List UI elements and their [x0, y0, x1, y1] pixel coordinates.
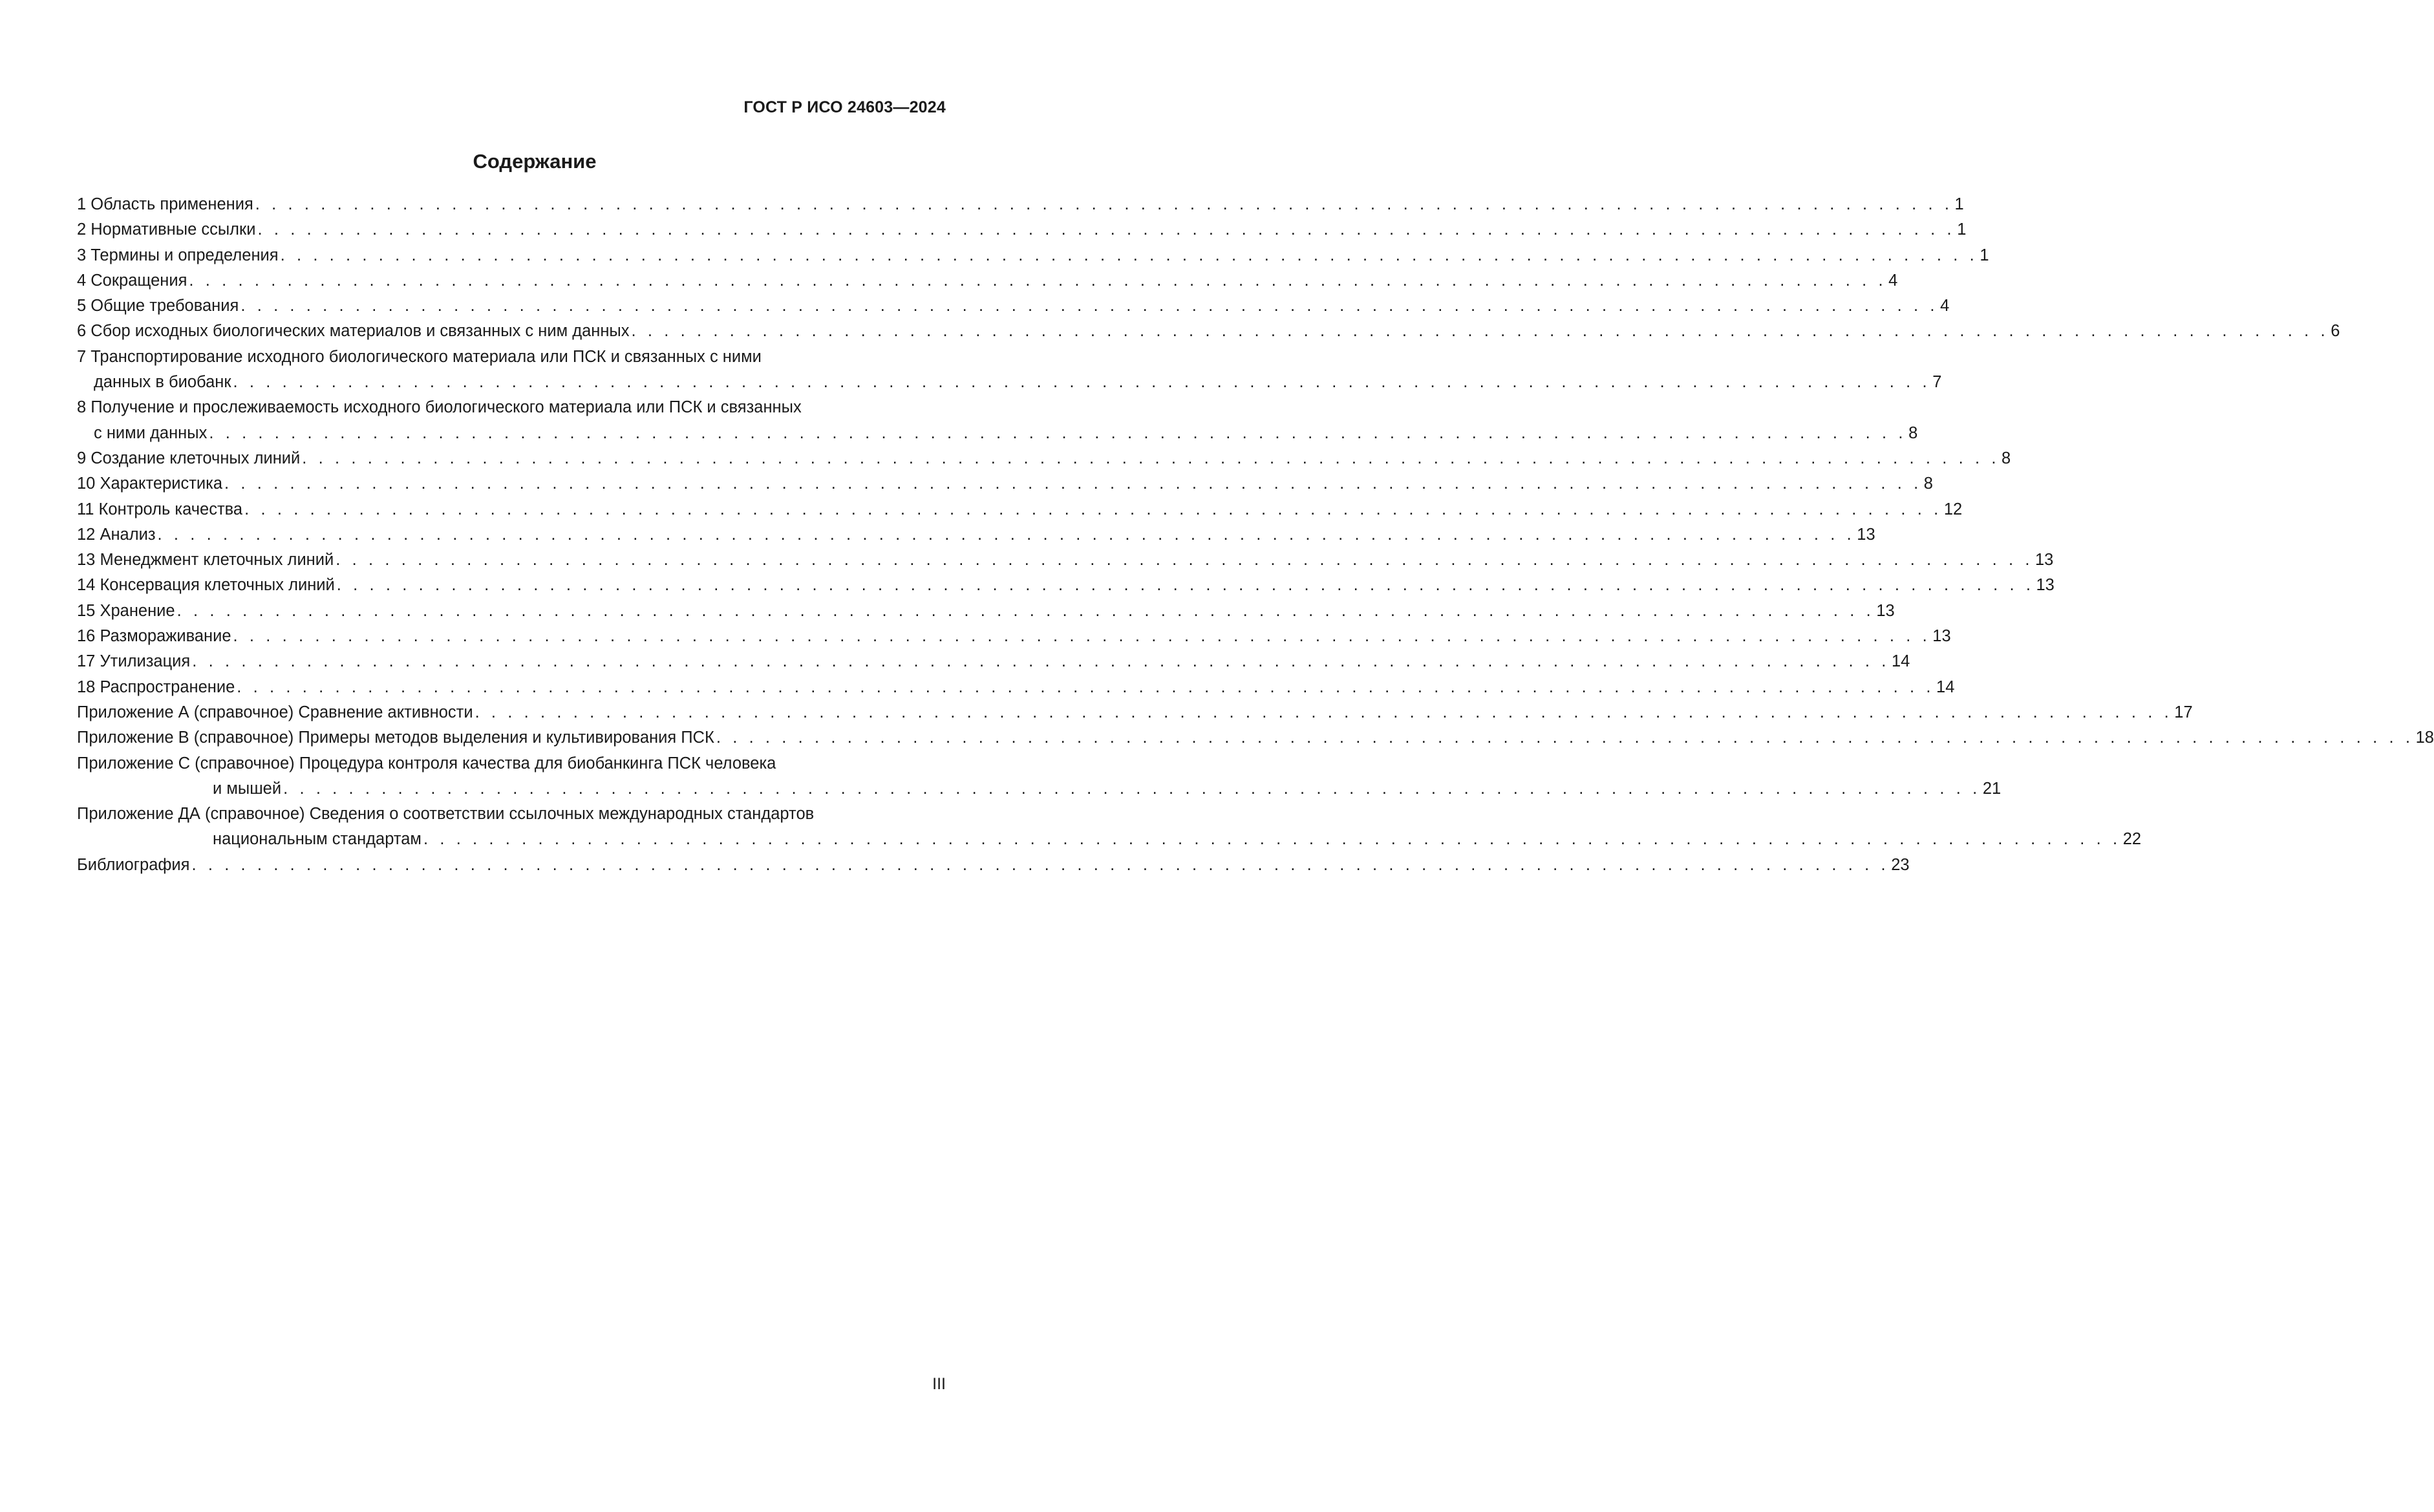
- toc-page-number: 14: [1891, 652, 1910, 671]
- toc-page-number: 1: [1954, 195, 1964, 213]
- toc-leader-dots: . . . . . . . . . . . . . . . . . . . . . . . . . . . . . . . . . . . . . . . . . . . . . . . . . . . . . . . . . . . . . . . . . . . . . . . . . . . . . . . . . . . . . . . . . . . . . . . . . . . . . . . .: [423, 830, 2121, 849]
- toc-entry[interactable]: [77, 725, 2434, 751]
- toc-line: [77, 548, 2054, 573]
- toc-leader-dots: . . . . . . . . . . . . . . . . . . . . . . . . . . . . . . . . . . . . . . . . . . . . . . . . . . . . . . . . . . . . . . . . . . . . . . . . . . . . . . . . . . . . . . . . . . . . . . . . . . . . . . . .: [257, 220, 1956, 239]
- toc-line: [77, 345, 946, 370]
- toc-leader-dots: . . . . . . . . . . . . . . . . . . . . . . . . . . . . . . . . . . . . . . . . . . . . . . . . . . . . . . . . . . . . . . . . . . . . . . . . . . . . . . . . . . . . . . . . . . . . . . . . . . . . . . . .: [302, 449, 2000, 467]
- toc-leader-dots: . . . . . . . . . . . . . . . . . . . . . . . . . . . . . . . . . . . . . . . . . . . . . . . . . . . . . . . . . . . . . . . . . . . . . . . . . . . . . . . . . . . . . . . . . . . . . . . . . . . . . . . .: [631, 322, 2329, 341]
- toc-entry-title: данных в биобанк: [94, 373, 231, 392]
- toc-line: [77, 319, 2340, 344]
- toc-page-number: 4: [1888, 271, 1898, 290]
- page-number: III: [932, 1375, 946, 1393]
- page-title: Содержание: [473, 150, 597, 173]
- toc-page-number: 12: [1943, 500, 1963, 518]
- toc-line: [77, 573, 2055, 598]
- toc-entry[interactable]: [77, 522, 1875, 548]
- toc-entry[interactable]: [77, 624, 1951, 649]
- toc-line: [77, 243, 1989, 268]
- toc-entry-title: 8 Получение и прослеживаемость исходного биологического материала или ПСК и связанных: [77, 398, 802, 417]
- toc-page-number: 23: [1891, 855, 1910, 874]
- toc-entry[interactable]: [77, 802, 2142, 853]
- toc-line: [77, 395, 946, 420]
- toc-page-number: 21: [1982, 779, 2002, 798]
- toc-leader-dots: . . . . . . . . . . . . . . . . . . . . . . . . . . . . . . . . . . . . . . . . . . . . . . . . . . . . . . . . . . . . . . . . . . . . . . . . . . . . . . . . . . . . . . . . . . . . . . . . . . . . . . . .: [192, 652, 1890, 671]
- toc-entry-title: 15 Хранение: [77, 601, 175, 620]
- toc-line: [77, 827, 2142, 852]
- toc-entry-title: Приложение А (справочное) Сравнение активности: [77, 703, 473, 721]
- toc-entry-title: Приложение В (справочное) Примеры методов выделения и культивирования ПСК: [77, 729, 714, 747]
- toc-line: [77, 776, 2002, 802]
- toc-entry-title: 5 Общие требования: [77, 297, 239, 315]
- toc-entry-title: Приложение С (справочное) Процедура контроля качества для биобанкинга ПСК человека: [77, 754, 776, 772]
- toc-leader-dots: . . . . . . . . . . . . . . . . . . . . . . . . . . . . . . . . . . . . . . . . . . . . . . . . . . . . . . . . . . . . . . . . . . . . . . . . . . . . . . . . . . . . . . . . . . . . . . . . . . . . . . . .: [233, 373, 1931, 392]
- toc-entry-title: 9 Создание клеточных линий: [77, 449, 301, 467]
- toc-page-number: 4: [1940, 297, 1950, 315]
- toc-page-number: 13: [2036, 576, 2055, 595]
- toc-entry-title: 4 Сокращения: [77, 271, 187, 290]
- toc-entry-title: и мышей: [213, 779, 282, 798]
- toc-leader-dots: . . . . . . . . . . . . . . . . . . . . . . . . . . . . . . . . . . . . . . . . . . . . . . . . . . . . . . . . . . . . . . . . . . . . . . . . . . . . . . . . . . . . . . . . . . . . . . . . . . . . . . . .: [191, 855, 1890, 874]
- toc-entry-title: 13 Менеджмент клеточных линий: [77, 551, 334, 570]
- toc-entry[interactable]: [77, 319, 2340, 344]
- toc-line: [77, 853, 1910, 878]
- toc-entry-title: 1 Область применения: [77, 195, 253, 213]
- toc-page-number: 13: [1876, 601, 1895, 620]
- toc-line: [77, 802, 946, 827]
- toc-line: [77, 522, 1875, 548]
- toc-entry[interactable]: [77, 217, 1967, 242]
- toc-line: [77, 675, 1955, 700]
- toc-entry-title: 7 Транспортирование исходного биологического материала или ПСК и связанных с ними: [77, 347, 762, 366]
- toc-entry[interactable]: [77, 345, 1942, 396]
- toc-entry[interactable]: [77, 675, 1955, 700]
- toc-entry[interactable]: [77, 395, 1918, 446]
- toc-leader-dots: . . . . . . . . . . . . . . . . . . . . . . . . . . . . . . . . . . . . . . . . . . . . . . . . . . . . . . . . . . . . . . . . . . . . . . . . . . . . . . . . . . . . . . . . . . . . . . . . . . . . . . . .: [716, 729, 2414, 747]
- toc-leader-dots: . . . . . . . . . . . . . . . . . . . . . . . . . . . . . . . . . . . . . . . . . . . . . . . . . . . . . . . . . . . . . . . . . . . . . . . . . . . . . . . . . . . . . . . . . . . . . . . . . . . . . . . .: [244, 500, 1942, 518]
- document-code: ГОСТ Р ИСО 24603—2024: [743, 98, 946, 116]
- toc-entry-title: 17 Утилизация: [77, 652, 191, 671]
- toc-line: [77, 599, 1895, 624]
- toc-leader-dots: . . . . . . . . . . . . . . . . . . . . . . . . . . . . . . . . . . . . . . . . . . . . . . . . . . . . . . . . . . . . . . . . . . . . . . . . . . . . . . . . . . . . . . . . . . . . . . . . . . . . . . . .: [209, 423, 1907, 442]
- toc-leader-dots: . . . . . . . . . . . . . . . . . . . . . . . . . . . . . . . . . . . . . . . . . . . . . . . . . . . . . . . . . . . . . . . . . . . . . . . . . . . . . . . . . . . . . . . . . . . . . . . . . . . . . . . .: [237, 677, 1935, 696]
- toc-entry-title: 10 Характеристика: [77, 474, 223, 493]
- toc-entry[interactable]: [77, 548, 2054, 573]
- toc-line: [77, 421, 1918, 446]
- toc-entry[interactable]: [77, 649, 1910, 674]
- toc-leader-dots: . . . . . . . . . . . . . . . . . . . . . . . . . . . . . . . . . . . . . . . . . . . . . . . . . . . . . . . . . . . . . . . . . . . . . . . . . . . . . . . . . . . . . . . . . . . . . . . . . . . . . . . .: [255, 195, 1953, 213]
- toc-page-number: 1: [1957, 220, 1967, 239]
- toc-page-number: 14: [1936, 677, 1955, 696]
- toc-line: [77, 497, 1963, 522]
- toc-line: [77, 751, 946, 776]
- toc-entry[interactable]: [77, 853, 1910, 878]
- toc-leader-dots: . . . . . . . . . . . . . . . . . . . . . . . . . . . . . . . . . . . . . . . . . . . . . . . . . . . . . . . . . . . . . . . . . . . . . . . . . . . . . . . . . . . . . . . . . . . . . . . . . . . . . . . .: [240, 297, 1939, 315]
- toc-leader-dots: . . . . . . . . . . . . . . . . . . . . . . . . . . . . . . . . . . . . . . . . . . . . . . . . . . . . . . . . . . . . . . . . . . . . . . . . . . . . . . . . . . . . . . . . . . . . . . . . . . . . . . . .: [224, 474, 1922, 493]
- toc-page-number: 22: [2122, 830, 2142, 849]
- toc-line: [77, 268, 1898, 293]
- toc-line: [77, 624, 1951, 649]
- toc-page-number: 18: [2415, 729, 2434, 747]
- toc-leader-dots: . . . . . . . . . . . . . . . . . . . . . . . . . . . . . . . . . . . . . . . . . . . . . . . . . . . . . . . . . . . . . . . . . . . . . . . . . . . . . . . . . . . . . . . . . . . . . . . . . . . . . . . .: [189, 271, 1887, 290]
- toc-entry-title: 11 Контроль качества: [77, 500, 243, 518]
- toc-leader-dots: . . . . . . . . . . . . . . . . . . . . . . . . . . . . . . . . . . . . . . . . . . . . . . . . . . . . . . . . . . . . . . . . . . . . . . . . . . . . . . . . . . . . . . . . . . . . . . . . . . . . . . . .: [283, 779, 1981, 798]
- toc-entry-title: Библиография: [77, 855, 190, 874]
- toc-entry-title: национальным стандартам: [213, 830, 422, 849]
- toc-entry-title: 6 Сбор исходных биологических материалов и связанных с ним данных: [77, 322, 630, 341]
- toc-entry[interactable]: [77, 751, 2002, 802]
- toc-entry[interactable]: [77, 268, 1898, 293]
- toc-entry-title: 3 Термины и определения: [77, 246, 279, 264]
- toc-leader-dots: . . . . . . . . . . . . . . . . . . . . . . . . . . . . . . . . . . . . . . . . . . . . . . . . . . . . . . . . . . . . . . . . . . . . . . . . . . . . . . . . . . . . . . . . . . . . . . . . . . . . . . . .: [157, 525, 1855, 544]
- toc-page-number: 13: [1857, 525, 1875, 544]
- toc-entry[interactable]: [77, 243, 1989, 268]
- toc-page-number: 1: [1980, 246, 1989, 264]
- toc-line: [77, 471, 1933, 496]
- toc-entry[interactable]: [77, 599, 1895, 624]
- toc-entry[interactable]: [77, 573, 2055, 598]
- toc-line: [77, 293, 1950, 319]
- toc-entry-title: Приложение ДА (справочное) Сведения о соответствии ссылочных международных стандартов: [77, 805, 815, 824]
- toc-entry[interactable]: [77, 497, 1963, 522]
- toc-page-number: 13: [1932, 627, 1951, 646]
- toc-page-number: 7: [1932, 373, 1942, 392]
- toc-entry[interactable]: [77, 446, 2011, 471]
- toc-line: [77, 725, 2434, 751]
- toc-leader-dots: . . . . . . . . . . . . . . . . . . . . . . . . . . . . . . . . . . . . . . . . . . . . . . . . . . . . . . . . . . . . . . . . . . . . . . . . . . . . . . . . . . . . . . . . . . . . . . . . . . . . . . . .: [475, 703, 2173, 721]
- table-of-contents: [77, 192, 2434, 878]
- toc-entry-title: 18 Распространение: [77, 677, 235, 696]
- toc-leader-dots: . . . . . . . . . . . . . . . . . . . . . . . . . . . . . . . . . . . . . . . . . . . . . . . . . . . . . . . . . . . . . . . . . . . . . . . . . . . . . . . . . . . . . . . . . . . . . . . . . . . . . . . .: [280, 246, 1978, 264]
- toc-page-number: 8: [1908, 423, 1918, 442]
- toc-page-number: 6: [2331, 322, 2340, 341]
- toc-page-number: 17: [2174, 703, 2193, 721]
- toc-entry-title: 14 Консервация клеточных линий: [77, 576, 335, 595]
- toc-page-number: 8: [2002, 449, 2011, 467]
- toc-entry[interactable]: [77, 293, 1950, 319]
- toc-page-number: 13: [2035, 551, 2054, 570]
- toc-line: [77, 370, 1942, 395]
- toc-page-number: 8: [1923, 474, 1933, 493]
- toc-leader-dots: . . . . . . . . . . . . . . . . . . . . . . . . . . . . . . . . . . . . . . . . . . . . . . . . . . . . . . . . . . . . . . . . . . . . . . . . . . . . . . . . . . . . . . . . . . . . . . . . . . . . . . . .: [336, 551, 2033, 570]
- toc-entry-title: 12 Анализ: [77, 525, 156, 544]
- toc-entry-title: 16 Размораживание: [77, 627, 231, 646]
- toc-line: [77, 217, 1967, 242]
- toc-line: [77, 700, 2193, 725]
- toc-entry[interactable]: [77, 471, 1933, 496]
- toc-leader-dots: . . . . . . . . . . . . . . . . . . . . . . . . . . . . . . . . . . . . . . . . . . . . . . . . . . . . . . . . . . . . . . . . . . . . . . . . . . . . . . . . . . . . . . . . . . . . . . . . . . . . . . . .: [336, 576, 2034, 595]
- toc-entry-title: 2 Нормативные ссылки: [77, 220, 256, 239]
- toc-entry-title: с ними данных: [94, 423, 208, 442]
- toc-entry[interactable]: [77, 192, 1964, 217]
- toc-leader-dots: . . . . . . . . . . . . . . . . . . . . . . . . . . . . . . . . . . . . . . . . . . . . . . . . . . . . . . . . . . . . . . . . . . . . . . . . . . . . . . . . . . . . . . . . . . . . . . . . . . . . . . . .: [176, 601, 1875, 620]
- toc-line: [77, 446, 2011, 471]
- toc-entry[interactable]: [77, 700, 2193, 725]
- toc-leader-dots: . . . . . . . . . . . . . . . . . . . . . . . . . . . . . . . . . . . . . . . . . . . . . . . . . . . . . . . . . . . . . . . . . . . . . . . . . . . . . . . . . . . . . . . . . . . . . . . . . . . . . . . .: [233, 627, 1931, 646]
- toc-line: [77, 192, 1964, 217]
- toc-line: [77, 649, 1910, 674]
